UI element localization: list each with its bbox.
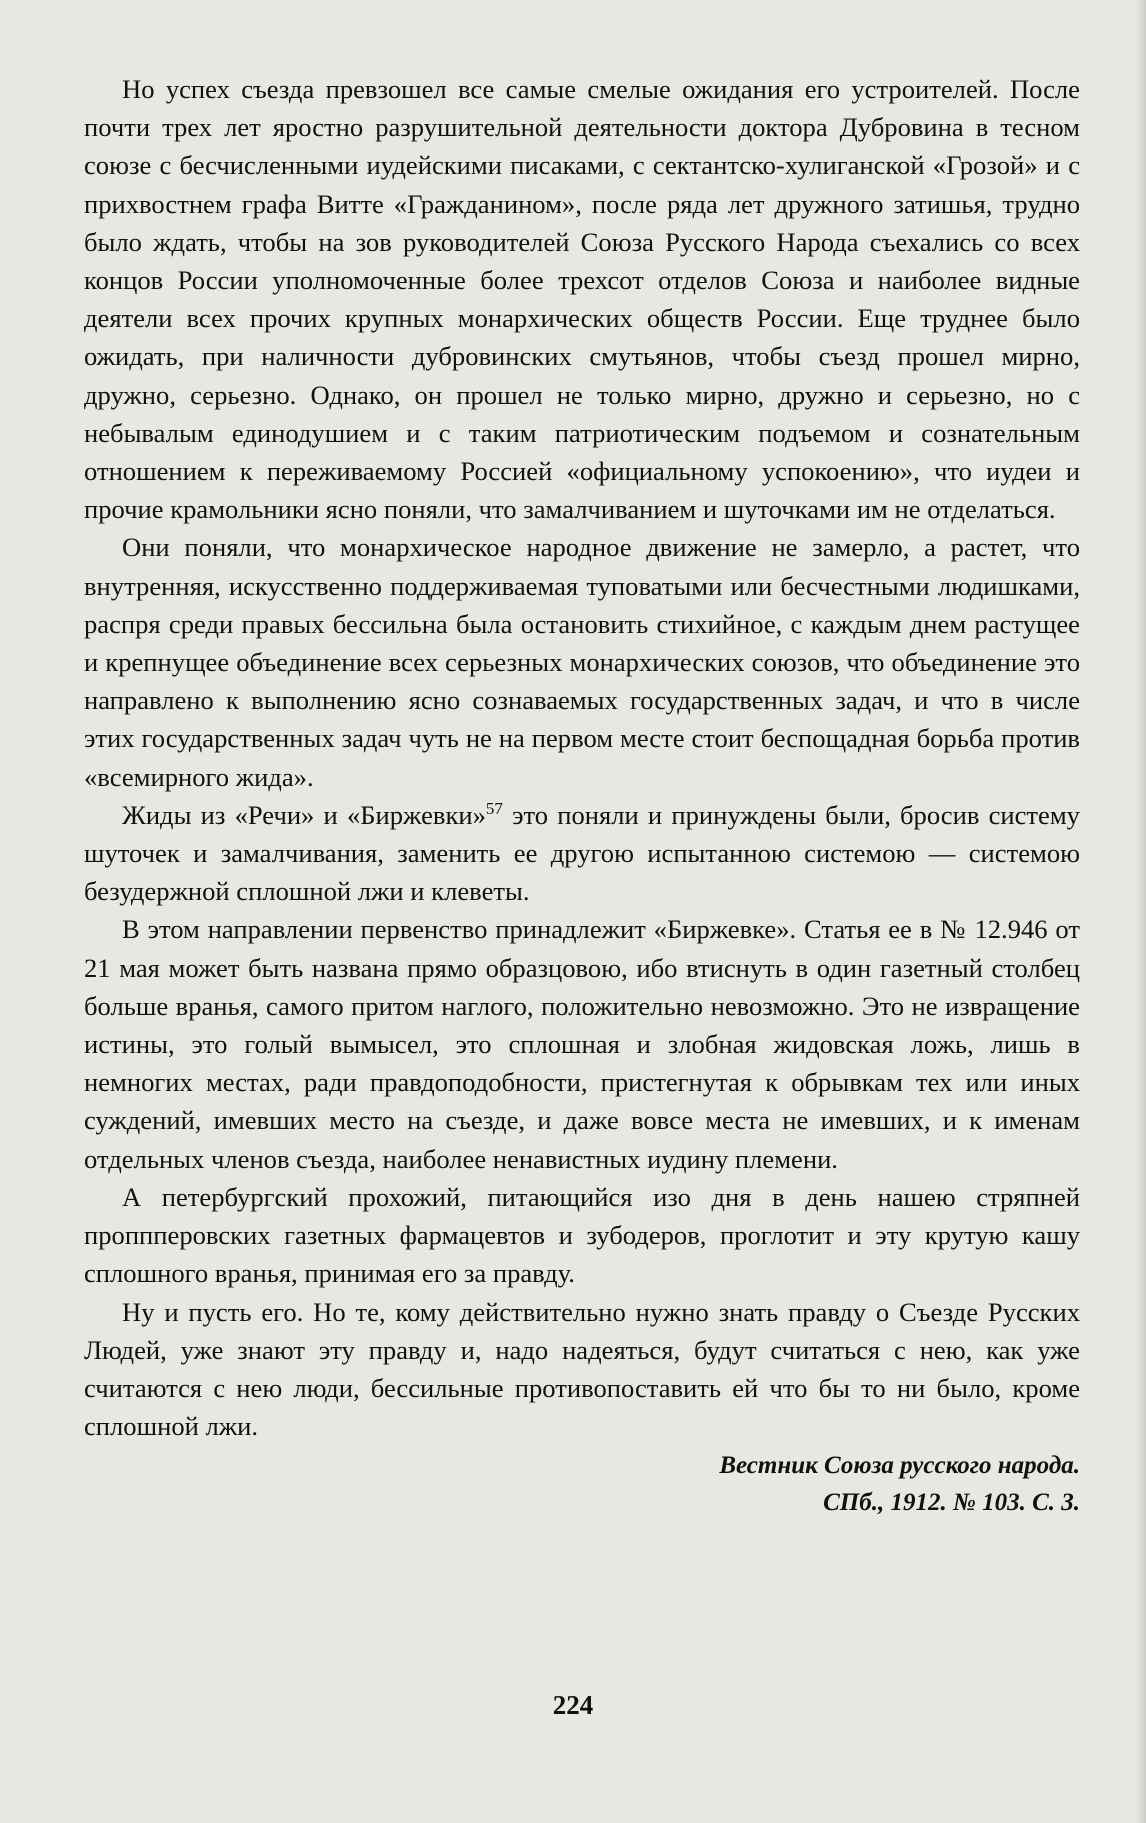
paragraph-3-start: Жиды из «Речи» и «Биржевки» <box>122 799 486 830</box>
paragraph-6: Ну и пусть его. Но те, кому действительно нужно знать правду о Съезде Русских Людей, уже знают эту правду и, надо надеяться, будут считаться с нею, как уже считаются с нею люди, бессильные противопоставить ей что бы то ни было, кроме сплошной лжи. <box>84 1296 1080 1442</box>
source-line-2: СПб., 1912. № 103. С. 3. <box>823 1489 1080 1517</box>
paragraph-5: А петербургский прохожий, питающийся изо дня в день нашею стряпней проппперовских газетных фармацевтов и зубодеров, проглотит и эту крутую кашу сплошного вранья, принимая его за правду. <box>84 1181 1080 1289</box>
paragraph-1: Но успех съезда превзошел все самые смелые ожидания его устроителей. После почти трех лет яростно разрушительной деятельности доктора Дубровина в тесном союзе с бесчисленными иудейскими писаками, с сектантско-хулиганской «Грозой» и с прихвостнем графа Витте «Гражданином», после ряда лет дружного затишья, трудно было ждать, чтобы на зов руководителей Союза Русского Народа съехались со всех концов России уполномоченные более трехсот отделов Союза и наиболее видные деятели всех прочих крупных монархических обществ России. Еще труднее было ожидать, при наличности дубровинских смутьянов, чтобы съезд прошел мирно, дружно, серьезно. Однако, он прошел не только мирно, дружно и серьезно, но с небывалым единодушием и с таким патриотическим подъемом и сознательным отношением к переживаемому Россией «официальному успокоению», что иудеи и прочие крамольники ясно поняли, что замалчиванием и шуточками им не отделаться. <box>84 74 1080 525</box>
source-citation <box>84 1447 1080 1521</box>
page-number: 224 <box>552 1690 594 1720</box>
paragraph-4: В этом направлении первенство принадлежит «Биржевке». Статья ее в № 12.946 от 21 мая может быть названа прямо образцовою, ибо втиснуть в один газетный столбец больше вранья, самого притом наглого, положительно невозможно. Это не извращение истины, это голый вымысел, это сплошная и злобная жидовская ложь, лишь в немногих местах, ради правдоподобности, пристегнутая к обрывкам тех или иных суждений, имевших место на съезде, и даже вовсе места не имевших, и к именам отдельных членов съезда, наиболее ненавистных иудину племени. <box>84 914 1080 1174</box>
scan-edge-shadow <box>1136 0 1146 1823</box>
source-line-1: Вестник Союза русского народа. <box>719 1452 1080 1480</box>
article-body <box>84 70 1080 1445</box>
paragraph-2: Они поняли, что монархическое народное движение не замерло, а растет, что внутренняя, искусственно поддерживаемая туповатыми или бесчестными людишками, распря среди правых бессильна была остановить стихийное, с каждым днем растущее и крепнущее объединение всех серьезных монархических союзов, что объединение это направлено к выполнению ясно сознаваемых государственных задач, и что в числе этих государственных задач чуть не на первом месте стоит беспощадная борьба против «всемирного жида». <box>84 532 1080 792</box>
footnote-marker: 57 <box>485 799 503 818</box>
paragraph-3 <box>84 796 1080 911</box>
paragraph-3-end: это поняли и принуждены были, бросив систему шуточек и замалчивания, заменить ее другою испытанною системою — системою безудержной сплошной лжи и клеветы. <box>84 799 1080 907</box>
